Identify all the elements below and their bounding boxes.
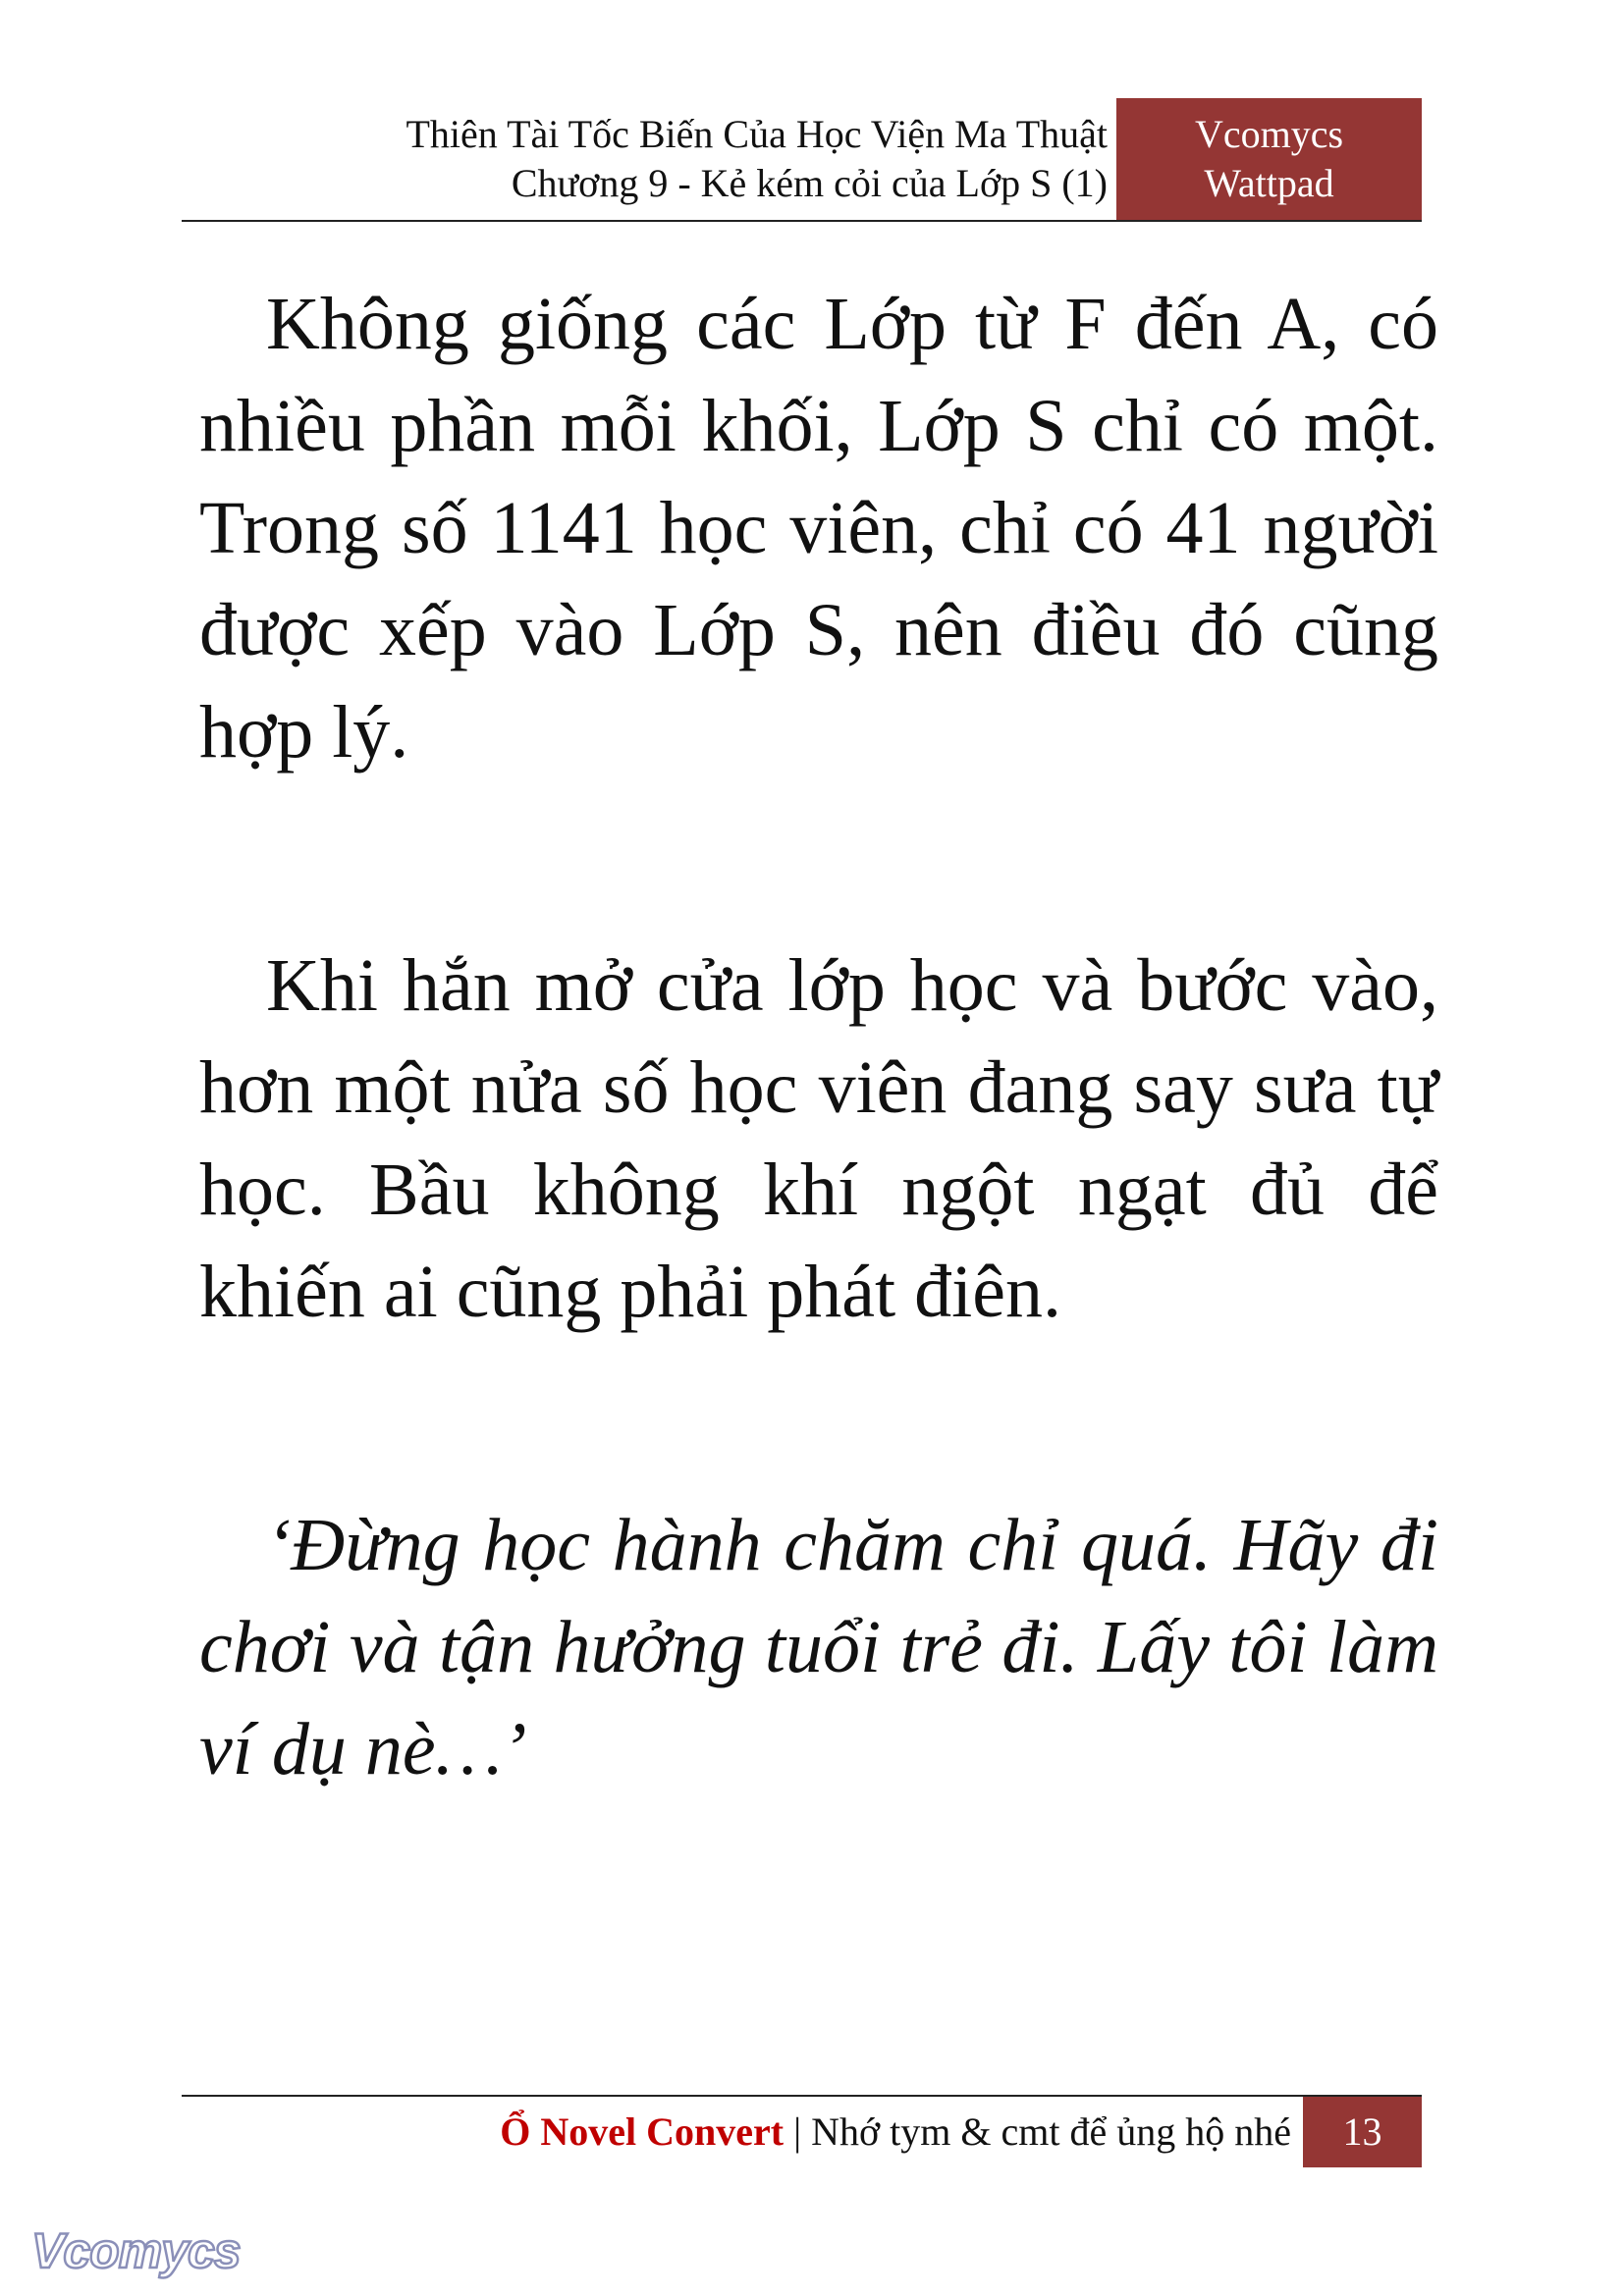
paragraph-1: Không giống các Lớp từ F đến A, có nhiều phần mỗi khối, Lớp S chỉ có một. Trong số 1141 học viên, chỉ có 41 người được xếp vào Lớp S, nên điều đó cũng hợp lý. <box>199 283 1438 774</box>
header-divider <box>182 220 1422 222</box>
page-footer <box>182 2097 1422 2167</box>
paragraph-3-italic-quote: ‘Đừng học hành chăm chỉ quá. Hãy đi chơi và tận hưởng tuổi trẻ đi. Lấy tôi làm ví dụ nè…’ <box>199 1504 1438 1790</box>
book-title: Thiên Tài Tốc Biến Của Học Viện Ma Thuật <box>406 112 1108 156</box>
watermark-logo-text: Vcomycs <box>31 2223 241 2278</box>
vcomycs-watermark-logo <box>27 2218 253 2287</box>
chapter-title: Chương 9 - Kẻ kém cỏi của Lớp S (1) <box>511 161 1108 205</box>
page-header <box>182 98 1422 220</box>
source-badge <box>1116 98 1422 220</box>
badge-line-vcomycs: Vcomycs <box>1194 112 1344 156</box>
page-content <box>199 273 1438 1800</box>
footer-brand: Ổ Novel Convert <box>500 2109 785 2154</box>
paragraph-2: Khi hắn mở cửa lớp học và bước vào, hơn một nửa số học viên đang say sưa tự học. Bầu không khí ngột ngạt đủ để khiến ai cũng phải phát điên. <box>199 944 1438 1333</box>
page-number: 13 <box>1303 2097 1422 2167</box>
footer-message: Nhớ tym & cmt để ủng hộ nhé <box>811 2109 1291 2154</box>
header-titles <box>182 98 1108 220</box>
footer-separator: | <box>784 2109 812 2154</box>
footer-text <box>182 2097 1291 2167</box>
badge-line-wattpad: Wattpad <box>1204 161 1334 205</box>
